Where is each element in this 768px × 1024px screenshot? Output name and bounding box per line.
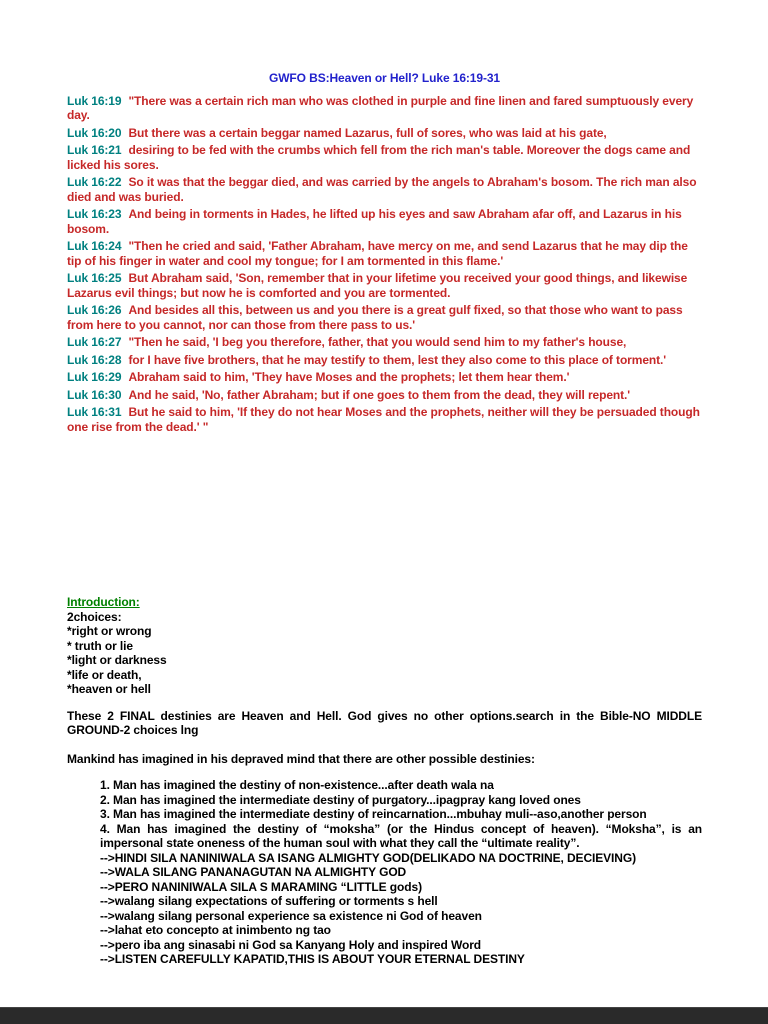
verse-ref: Luk 16:24: [67, 239, 122, 253]
choice-item: *life or death,: [67, 667, 142, 682]
verse-ref: Luk 16:20: [67, 125, 122, 140]
verse: [67, 94, 702, 123]
verse-ref: Luk 16:30: [67, 387, 122, 402]
numbered-item: 2. Man has imagined the intermediate destiny of purgatory...ipagpray kang loved ones: [100, 792, 581, 807]
verse-ref: Luk 16:21: [67, 143, 122, 157]
verse-text: But he said to him, 'If they do not hear Moses and the prophets, neither will they be persuaded though one rise from the dead.' ": [67, 405, 700, 434]
arrow-note: -->LISTEN CAREFULLY KAPATID,THIS IS ABOUT YOUR ETERNAL DESTINY: [100, 952, 525, 966]
arrow-note: -->lahat eto concepto at inimbento ng tao: [100, 923, 331, 937]
numbered-item: 4. Man has imagined the destiny of “moksha” (or the Hindus concept of heaven). “Moksha”, is an impersonal state oneness of the human soul with what they call the “ultimate reality”.: [100, 821, 702, 850]
verse: [67, 143, 702, 172]
verse-text: So it was that the beggar died, and was carried by the angels to Abraham's bosom. The rich man also died and was buried.: [67, 175, 697, 204]
verse: [67, 271, 702, 300]
arrow-note: -->PERO NANINIWALA SILA S MARAMING “LITTLE gods): [100, 879, 422, 894]
verse-text: But there was a certain beggar named Lazarus, full of sores, who was laid at his gate,: [128, 125, 607, 140]
verse: [67, 303, 702, 332]
section-gap: [67, 437, 702, 595]
imagined-destinies-list: [100, 778, 702, 967]
verse: [67, 405, 702, 434]
verse: [67, 335, 702, 350]
verse-text: And being in torments in Hades, he lifted up his eyes and saw Abraham afar off, and Lazarus in his bosom.: [67, 207, 682, 236]
mankind-paragraph: Mankind has imagined in his depraved mind that there are other possible destinies:: [67, 751, 535, 766]
choices-label: 2choices:: [67, 609, 122, 624]
choice-item: * truth or lie: [67, 638, 133, 653]
verse-text: "Then he cried and said, 'Father Abraham, have mercy on me, and send Lazarus that he may dip the tip of his finger in water and cool my tongue; for I am tormented in this flame.': [67, 239, 688, 268]
verse-text: Abraham said to him, 'They have Moses and the prophets; let them hear them.': [128, 370, 570, 384]
verse: [67, 370, 702, 385]
introduction-heading: Introduction:: [67, 595, 140, 609]
introduction-section: [67, 595, 702, 967]
viewer-bottom-bar[interactable]: [0, 1007, 768, 1024]
verse-ref: Luk 16:26: [67, 303, 122, 317]
verse-ref: Luk 16:29: [67, 370, 122, 384]
verse: [67, 388, 702, 403]
choice-item: *right or wrong: [67, 624, 152, 638]
verse-text: "There was a certain rich man who was clothed in purple and fine linen and fared sumptuously every day.: [67, 93, 694, 122]
verse-list: [67, 94, 702, 435]
verse-ref: Luk 16:27: [67, 335, 122, 349]
arrow-note: -->WALA SILANG PANANAGUTAN NA ALMIGHTY GOD: [100, 865, 407, 879]
choice-item: *light or darkness: [67, 653, 167, 667]
verse-text: for I have five brothers, that he may testify to them, lest they also come to this place of torment.': [128, 352, 667, 367]
verse-ref: Luk 16:28: [67, 352, 122, 367]
verse: [67, 239, 702, 268]
choice-item: *heaven or hell: [67, 682, 151, 696]
verse-text: And besides all this, between us and you there is a great gulf fixed, so that those who want to pass from here to you cannot, nor can those from there pass to us.': [67, 303, 683, 332]
arrow-note: -->walang silang personal experience sa existence ni God of heaven: [100, 908, 482, 923]
verse-text: "Then he said, 'I beg you therefore, father, that you would send him to my father's house,: [128, 335, 627, 349]
verse-text: But Abraham said, 'Son, remember that in your lifetime you received your good things, and likewise Lazarus evil things; but now he is comforted and you are tormented.: [67, 271, 688, 300]
arrow-note: -->HINDI SILA NANINIWALA SA ISANG ALMIGHTY GOD(DELIKADO NA DOCTRINE, DECIEVING): [100, 850, 636, 865]
arrow-note: -->walang silang expectations of suffering or torments s hell: [100, 894, 438, 908]
verse-ref: Luk 16:19: [67, 93, 122, 108]
verse: [67, 126, 702, 141]
verse: [67, 207, 702, 236]
verse-ref: Luk 16:25: [67, 271, 122, 285]
arrow-note: -->pero iba ang sinasabi ni God sa Kanyang Holy and inspired Word: [100, 937, 482, 952]
verse-ref: Luk 16:31: [67, 405, 122, 419]
verse-text: desiring to be fed with the crumbs which fell from the rich man's table. Moreover the dogs came and licked his sores.: [67, 143, 691, 172]
verse-ref: Luk 16:23: [67, 207, 122, 221]
verse-ref: Luk 16:22: [67, 175, 122, 189]
verse: [67, 353, 702, 368]
verse: [67, 175, 702, 204]
document-title: GWFO BS:Heaven or Hell? Luke 16:19-31: [268, 71, 501, 85]
final-destinies-paragraph: These 2 FINAL destinies are Heaven and Hell. God gives no other options.search in the Bible-NO MIDDLE GROUND-2 choices lng: [67, 708, 702, 737]
numbered-item: 3. Man has imagined the intermediate destiny of reincarnation...mbuhay muli--aso,another person: [100, 807, 647, 821]
verse-text: And he said, 'No, father Abraham; but if one goes to them from the dead, they will repent.': [128, 387, 631, 402]
numbered-item: 1. Man has imagined the destiny of non-existence...after death wala na: [100, 778, 494, 792]
